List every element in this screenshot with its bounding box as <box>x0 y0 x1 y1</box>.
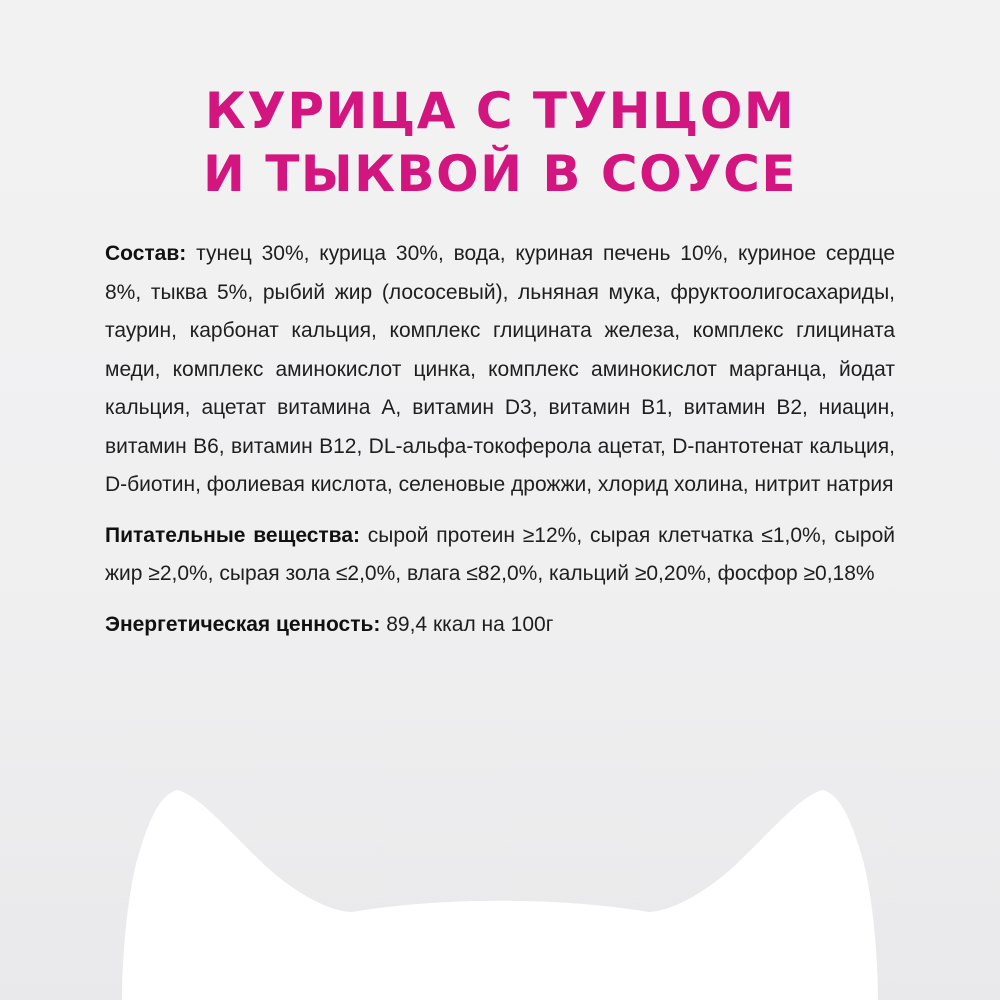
nutrients-label: Питательные вещества: <box>105 523 360 547</box>
composition-text: тунец 30%, курица 30%, вода, куриная печень 10%, куриное сердце 8%, тыква 5%, рыбий жир (лососевый), льняная мука, фруктоолигосахариды, таурин, карбонат кальция, комплекс глицината железа, комплекс глицината меди, комплекс аминокислот цинка, комплекс аминокислот марганца, йодат кальция, ацетат витамина А, витамин D3, витамин В1, витамин В2, ниацин, витамин В6, витамин В12, DL-альфа-токоферола ацетат, D-пантотенат кальция, D-биотин, фолиевая кислота, селеновые дрожжи, хлорид холина, нитрит натрия <box>105 242 895 496</box>
composition-label: Состав: <box>105 242 187 265</box>
energy-label: Энергетическая ценность: <box>105 612 381 636</box>
product-title-line-2: И ТЫКВОЙ В СОУСЕ <box>202 145 798 203</box>
product-title-line-1: КУРИЦА С ТУНЦОМ <box>204 82 796 140</box>
energy-text: 89,4 ккал на 100г <box>380 612 554 636</box>
nutrients-text: сырой протеин ≥12%, сырая клетчатка ≤1,0%, сырой жир ≥2,0%, сырая зола ≤2,0%, влага ≤82,0%, кальций ≥0,20%, фосфор ≥0,18% <box>105 523 896 585</box>
cat-head-shape <box>122 790 878 1000</box>
